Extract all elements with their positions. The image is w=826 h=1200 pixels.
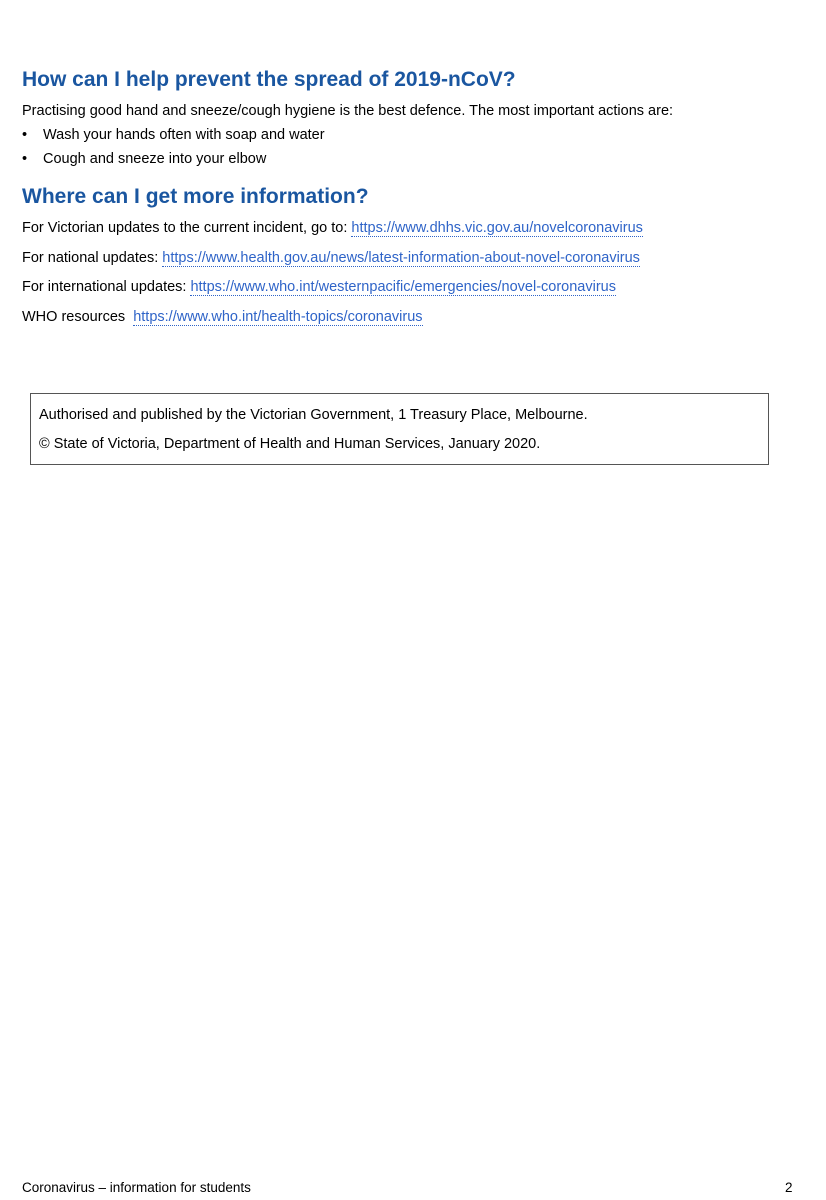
page-number: 2 [785,1180,793,1195]
list-item-text: Wash your hands often with soap and water [43,127,325,143]
bullet-icon: • [22,127,28,143]
victorian-updates-line [22,220,643,236]
list-item [22,127,325,143]
who-resources-link[interactable]: https://www.who.int/health-topics/coronavirus [133,309,423,325]
heading-more-information: Where can I get more information? [22,185,369,208]
national-updates-line [22,250,640,266]
national-updates-link[interactable]: https://www.health.gov.au/news/latest-information-about-novel-coronavirus [162,250,640,266]
who-resources-label: WHO resources [22,309,126,325]
heading-prevent-spread: How can I help prevent the spread of 2019-nCoV? [22,68,516,91]
international-updates-line [22,279,616,295]
copyright-text: © State of Victoria, Department of Health and Human Services, January 2020. [39,436,541,452]
who-resources-line [22,309,423,325]
authorisation-text: Authorised and published by the Victorian Government, 1 Treasury Place, Melbourne. [39,407,588,423]
list-item-text: Cough and sneeze into your elbow [43,151,267,167]
hygiene-intro-text: Practising good hand and sneeze/cough hygiene is the best defence. The most important actions are: [22,103,674,119]
footer-title: Coronavirus – information for students [22,1180,251,1195]
international-updates-link[interactable]: https://www.who.int/westernpacific/emergencies/novel-coronavirus [190,279,616,295]
authorisation-box [30,393,769,465]
victorian-updates-label: For Victorian updates to the current incident, go to: [22,220,348,236]
list-item [22,151,266,167]
national-updates-label: For national updates: [22,250,159,266]
international-updates-label: For international updates: [22,279,187,295]
bullet-icon: • [22,151,28,167]
victorian-updates-link[interactable]: https://www.dhhs.vic.gov.au/novelcoronavirus [351,220,643,236]
